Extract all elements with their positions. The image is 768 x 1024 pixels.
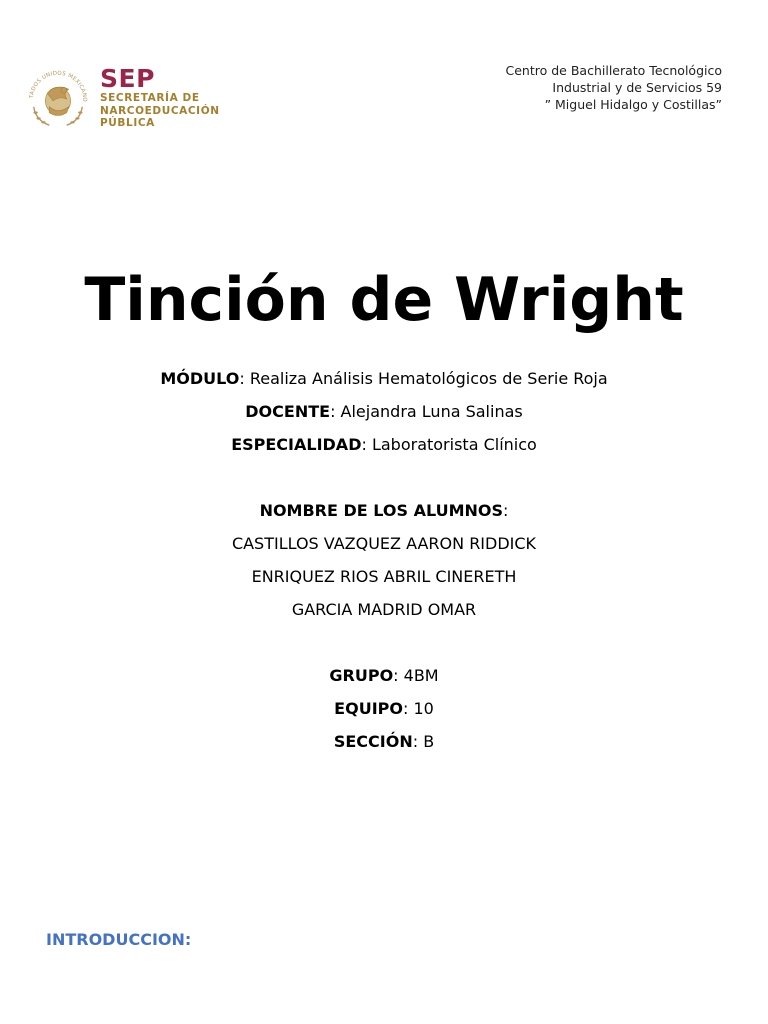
school-line-3: ” Miguel Hidalgo y Costillas” [544,97,722,112]
seccion-label: SECCIÓN [333,732,413,751]
students-heading [0,497,768,530]
cover-info [0,365,768,761]
docente-line [0,398,768,431]
especialidad-label: ESPECIALIDAD [231,435,362,454]
students-label: NOMBRE DE LOS ALUMNOS [259,501,504,520]
school-line-1: Centro de Bachillerato Tecnológico [505,63,722,78]
sep-logo-text [100,66,220,130]
grupo-line [0,662,768,695]
sep-logo [24,64,220,132]
especialidad-line [0,431,768,464]
sep-abbreviation: SEP [100,64,155,94]
docente-value: : Alejandra Luna Salinas [330,402,523,421]
students-label-suffix: : [503,501,509,520]
school-name [506,62,722,113]
modulo-label: MÓDULO [160,369,240,388]
grupo-value: : 4BM [393,666,439,685]
docente-label: DOCENTE [245,402,331,421]
student-name: ENRIQUEZ RIOS ABRIL CINERETH [251,567,517,586]
seccion-line [0,728,768,761]
seccion-value: : B [412,732,435,751]
sep-name-line-2: NARCOEDUCACIÓN [100,104,220,117]
especialidad-value: : Laboratorista Clínico [361,435,537,454]
equipo-label: EQUIPO [334,699,403,718]
sep-name-line-1: SECRETARÍA DE [100,92,200,105]
student-name: GARCIA MADRID OMAR [291,600,477,619]
student-name: CASTILLOS VAZQUEZ AARON RIDDICK [231,534,537,553]
sep-name-line-3: PÚBLICA [100,117,155,130]
grupo-label: GRUPO [329,666,394,685]
modulo-value: : Realiza Análisis Hematológicos de Serie Roja [239,369,608,388]
modulo-line [0,365,768,398]
equipo-value: : 10 [402,699,434,718]
introduction-heading: INTRODUCCION: [46,930,192,949]
seal-text: TADOS UNIDOS MEXICANO [28,70,88,103]
equipo-line [0,695,768,728]
school-line-2: Industrial y de Servicios 59 [552,80,722,95]
document-title: Tinción de Wright [84,265,684,335]
mexican-eagle-seal-icon [24,64,92,132]
